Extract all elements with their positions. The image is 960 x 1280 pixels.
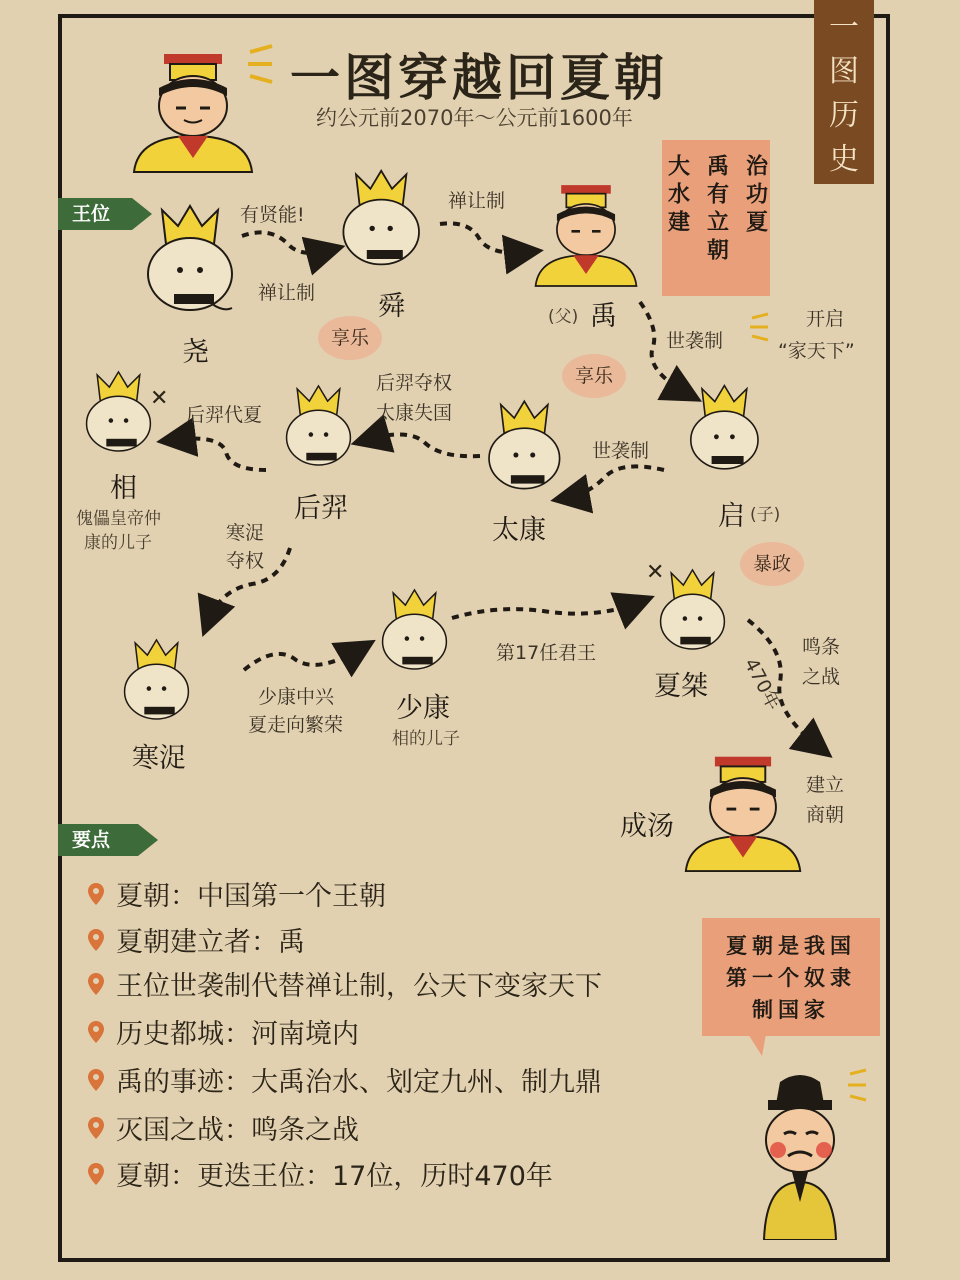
xiang-desc-line1: 傀儡皇帝仲 [76,509,161,529]
badge-char: 历 [829,98,859,133]
label-hanzhuo-2: 夺权 [226,550,265,572]
section-ribbon-throne: 王位 [58,198,132,230]
label-mingtiao-1: 鸣条 [802,636,841,658]
name-hanzhuo: 寒浞 [132,743,186,774]
note-tail [748,1034,766,1056]
label-shixi-2: 世袭制 [592,440,650,462]
key-point-text: 夏朝：中国第一个王朝 [116,881,386,912]
label-shixi-1: 世袭制 [666,330,724,352]
name-qi-note: (子) [750,505,781,525]
label-houyi-daixia: 后羿代夏 [186,404,263,426]
note-line: 制国家 [752,998,830,1022]
name-shun: 舜 [378,291,405,322]
arrow-hanzhuo-shaokang [244,648,362,670]
page-title: 一图穿越回夏朝 [290,49,668,107]
name-yu: 禹 [590,301,617,332]
label-kaiqi: 开启 [806,308,845,330]
king-chengtang-icon [680,750,806,876]
key-point-text: 王位世袭制代替禅让制，公天下变家天下 [116,971,602,1002]
label-hanzhuo-1: 寒浞 [226,522,265,544]
key-point-text: 灭国之战：鸣条之战 [116,1115,359,1146]
key-point-text: 禹的事迹：大禹治水、划定九州、制九鼎 [116,1067,602,1098]
page-subtitle: 约公元前2070年～公元前1600年 [316,106,633,130]
highlight-mark-icon [846,1068,870,1106]
key-point [88,920,305,959]
label-youxianneng: 有贤能! [240,204,305,226]
key-point [88,1108,359,1147]
arrow-shun-yu [440,223,528,252]
king-shaokang-icon [378,586,454,686]
badge-char: 图 [829,54,859,89]
key-point [88,1012,359,1051]
label-jianli: 建立 [806,774,845,796]
location-pin-icon [88,973,104,995]
location-pin-icon [88,929,104,951]
location-pin-icon [88,883,104,905]
note-line: 第一个奴隶 [726,966,856,990]
key-point [88,1060,602,1099]
arrow-shaokang-jie [452,602,640,618]
label-mingtiao-2: 之战 [802,666,841,688]
label-houyi-duoquan: 后羿夺权 [376,372,453,394]
key-point-text: 历史都城：河南境内 [116,1019,359,1050]
label-jiatianxia: “家天下” [778,340,855,362]
name-qi: 启 [718,501,745,532]
location-pin-icon [88,1021,104,1043]
note-line: 夏朝是我国 [726,934,856,958]
key-point-text: 夏朝：更迭王位：17位，历时470年 [116,1161,553,1192]
name-xiang: 相 [110,473,137,504]
arrow-yao-shun [242,232,330,252]
label-zhongxing-2: 夏走向繁荣 [248,714,344,736]
xiang-desc-line2: 康的儿子 [84,533,152,553]
arrow-houyi-xiang [172,439,266,471]
name-yu-note: (父) [548,307,579,327]
name-houyi: 后羿 [294,493,348,524]
arrow-taikang-houyi [366,434,480,456]
king-hanzhuo-icon [120,636,196,736]
scholar-icon [740,1070,860,1244]
king-houyi-icon [282,382,358,482]
xia-summary-note [702,918,880,1036]
key-point [88,1154,553,1193]
note-column: 禹有立朝 [703,154,729,266]
key-point [88,964,602,1003]
note-column: 治功夏 [742,154,768,238]
king-yao-icon [142,204,242,328]
cross-icon: ✕ [150,386,169,411]
king-shun-icon [338,168,428,282]
highlight-mark-icon [748,312,772,346]
section-ribbon-points: 要点 [58,824,138,856]
bubble-xiangle-2: 享乐 [562,354,626,398]
yu-achievement-note [662,140,770,296]
note-column: 大水建 [664,154,690,238]
label-taikang-shiguo: 太康失国 [376,402,453,424]
location-pin-icon [88,1163,104,1185]
location-pin-icon [88,1069,104,1091]
name-jie: 夏桀 [654,671,708,702]
bubble-xiangle-1: 享乐 [318,316,382,360]
shaokang-desc: 相的儿子 [392,729,460,749]
cross-icon: ✕ [646,560,665,585]
name-shaokang: 少康 [396,693,450,724]
name-chengtang: 成汤 [620,811,674,842]
label-di17: 第17任君王 [496,642,597,664]
key-point [88,874,386,913]
label-shangchao: 商朝 [806,804,845,826]
king-yu-icon [530,180,642,290]
name-yao: 尧 [182,337,209,368]
name-taikang: 太康 [492,515,546,546]
arrow-qi-taikang [566,466,664,498]
label-years: 470年 [739,654,785,714]
location-pin-icon [88,1117,104,1139]
key-point-text: 夏朝建立者：禹 [116,927,305,958]
label-shanrang-1: 禅让制 [258,282,316,304]
king-taikang-icon [484,398,568,506]
king-qi-icon [686,382,766,486]
badge-char: 一 [829,10,859,45]
badge-char: 史 [829,142,859,177]
bubble-baozheng: 暴政 [740,542,804,586]
king-jie-icon [656,566,732,666]
label-shanrang-2: 禅让制 [448,190,506,212]
label-zhongxing-1: 少康中兴 [258,686,335,708]
king-xiang-icon [82,368,158,468]
